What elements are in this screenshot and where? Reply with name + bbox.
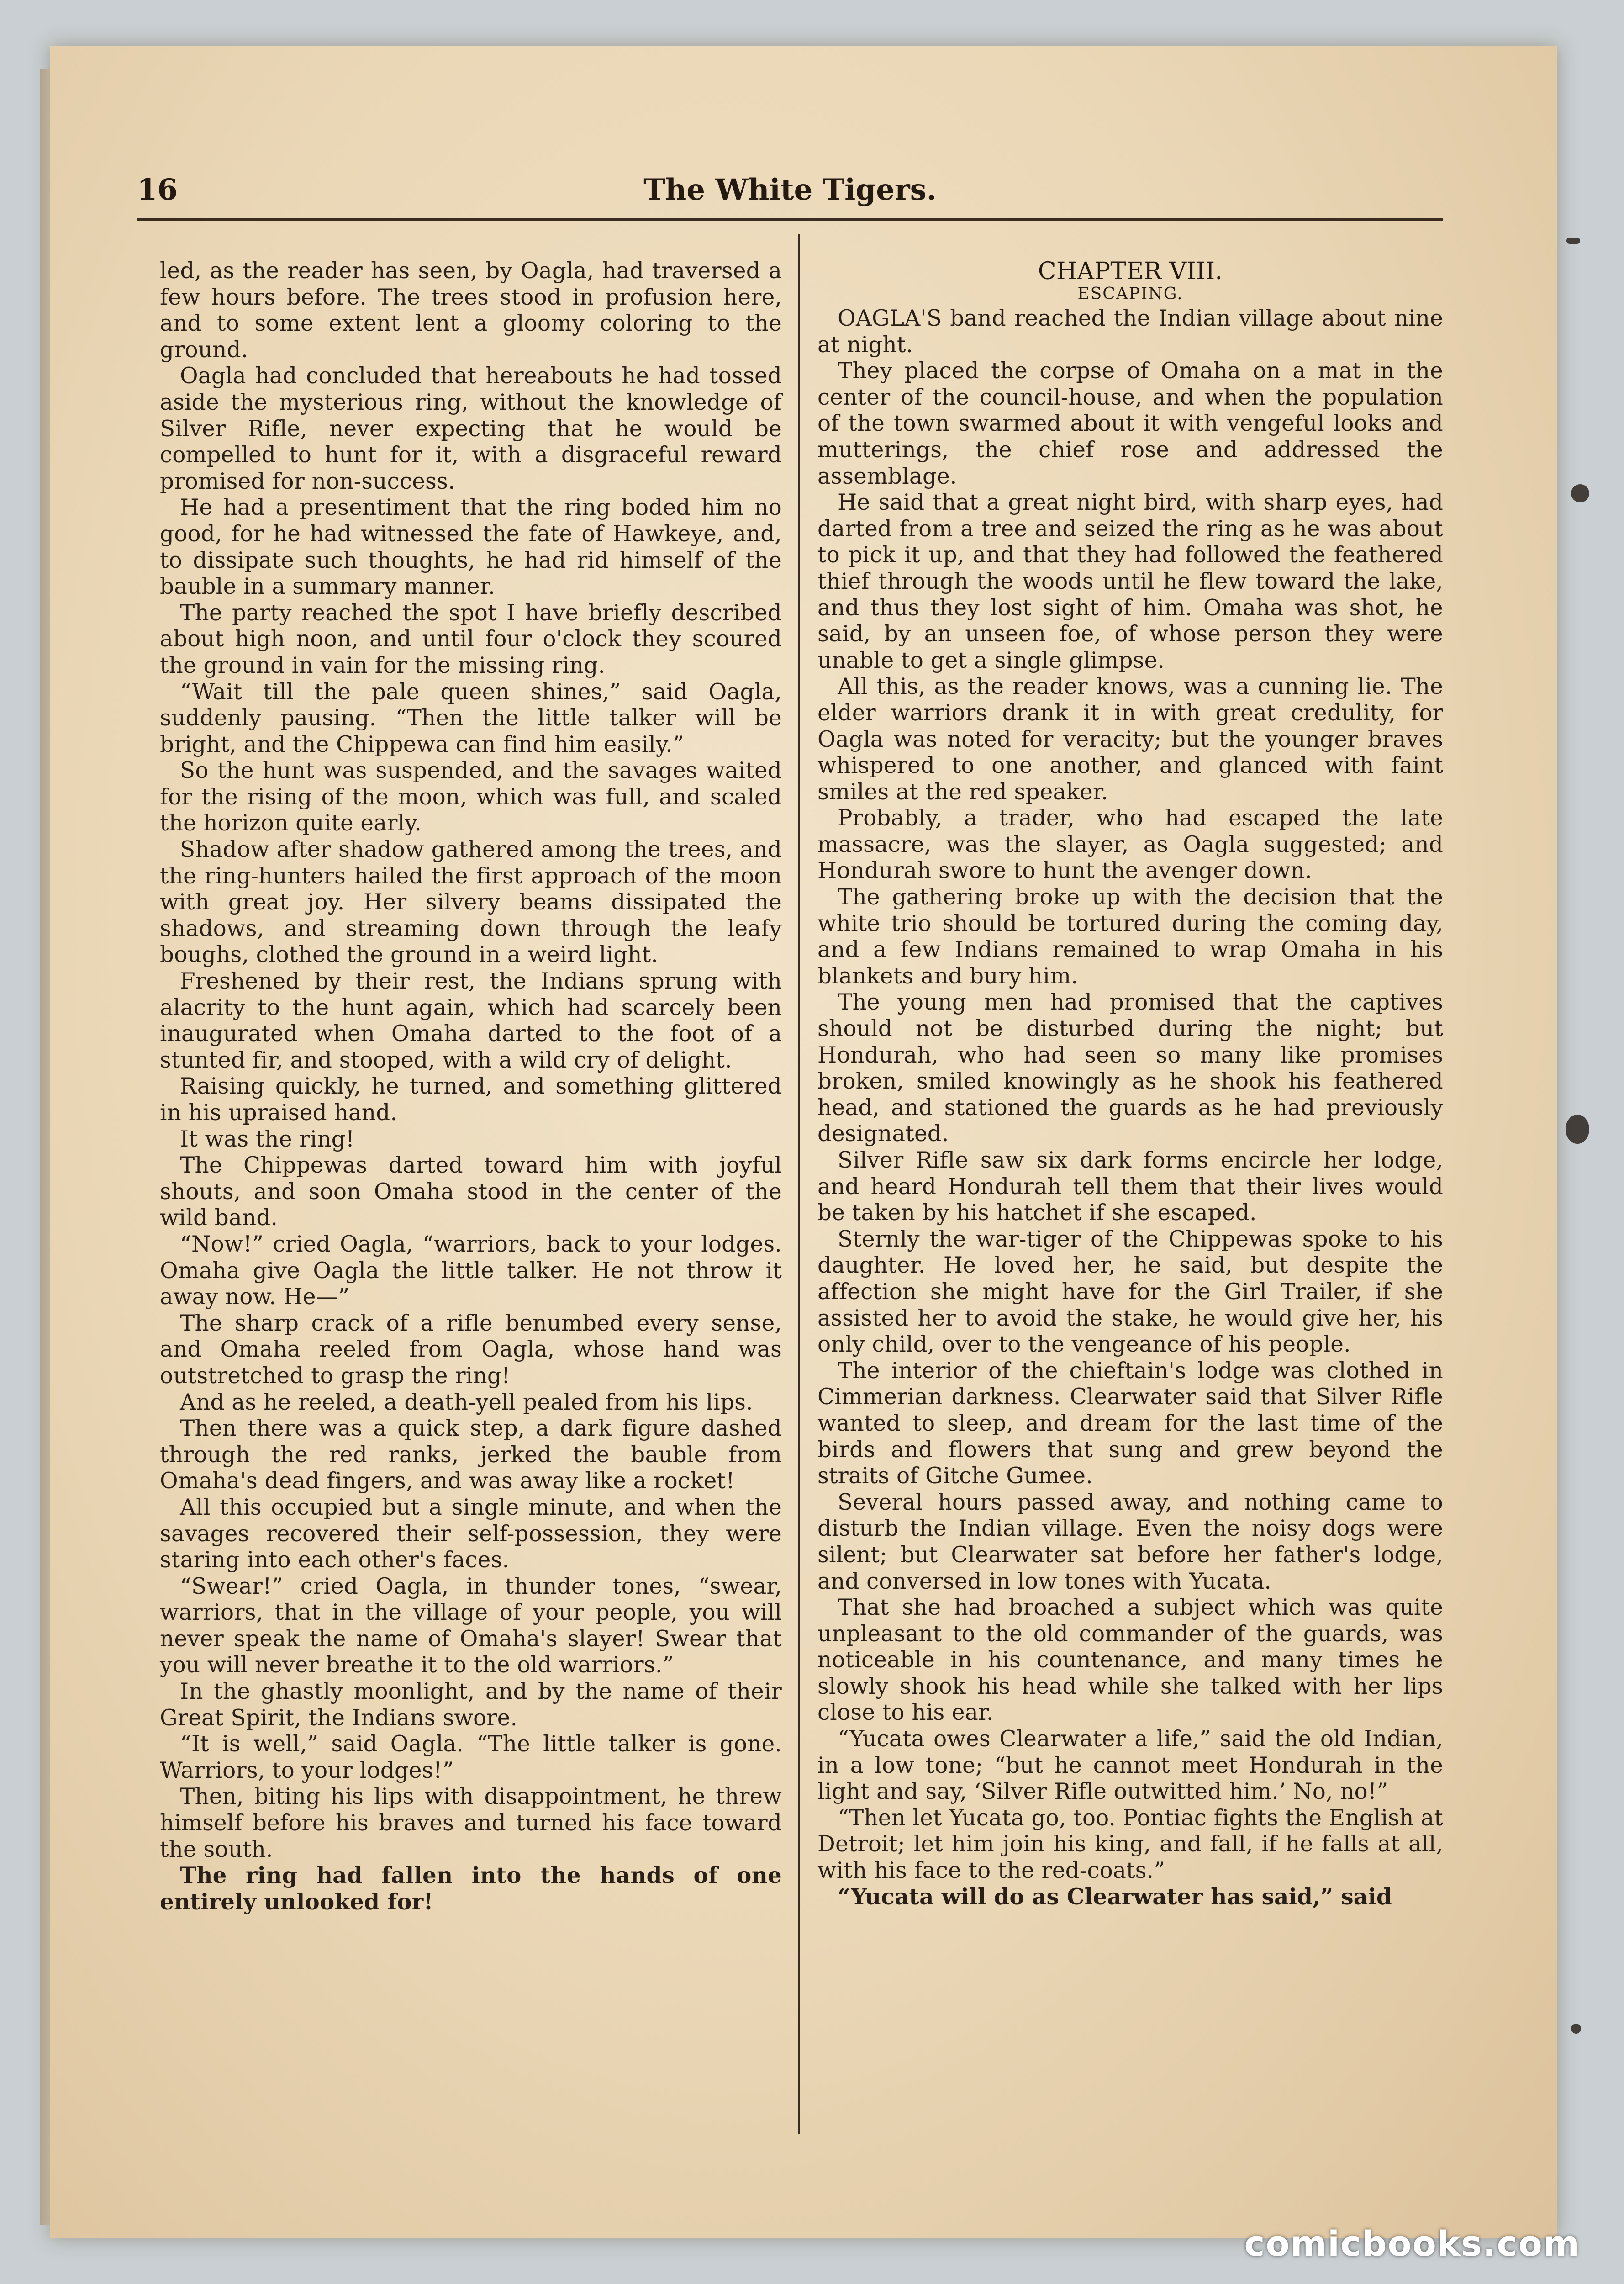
paragraph: The interior of the chieftain's lodge was clothed in Cimmerian darkness. Clearwater said that Silver Rifle wanted to sleep, and dream for the last time of the birds and flowers that sung and grew beyond the straits of Gitche Gumee.: [817, 1358, 1443, 1489]
paragraph: They placed the corpse of Omaha on a mat in the center of the council-house, and when the population of the town swarmed about it with vengeful looks and mutterings, the chief rose and addressed the assemblage.: [817, 358, 1443, 489]
paper-damage-mark: [1566, 1115, 1589, 1144]
paragraph: “It is well,” said Oagla. “The little talker is gone. Warriors, to your lodges!”: [160, 1731, 782, 1783]
paragraph: Then there was a quick step, a dark figure dashed through the red ranks, jerked the bauble from Omaha's dead fingers, and was away like a rocket!: [160, 1416, 782, 1494]
paragraph: Probably, a trader, who had escaped the late massacre, was the slayer, as Oagla suggested; and Hondurah swore to hunt the avenger down.: [817, 805, 1443, 884]
paragraph: He had a presentiment that the ring boded him no good, for he had witnessed the fate of Hawkeye, and, to dissipate such thoughts, he had rid himself of the bauble in a summary manner.: [160, 495, 782, 600]
paragraph: “Wait till the pale queen shines,” said Oagla, suddenly pausing. “Then the little talker will be bright, and the Chippewa can find him easily.”: [160, 679, 782, 757]
paragraph: Several hours passed away, and nothing came to disturb the Indian village. Even the noisy dogs were silent; but Clearwater sat before her father's lodge, and conversed in low tones with Yucata.: [817, 1489, 1443, 1594]
paragraph: “Then let Yucata go, too. Pontiac fights the English at Detroit; let him join his king, and fall, if he falls at all, with his face to the red-coats.”: [817, 1805, 1443, 1884]
paragraph: The sharp crack of a rifle benumbed every sense, and Omaha reeled from Oagla, whose hand was outstretched to grasp the ring!: [160, 1310, 782, 1389]
paragraph: “Now!” cried Oagla, “warriors, back to your lodges. Omaha give Oagla the little talker. He not throw it away now. He—”: [160, 1231, 782, 1310]
paragraph: Silver Rifle saw six dark forms encircle her lodge, and heard Hondurah tell them that their lives would be taken by his hatchet if she escaped.: [817, 1147, 1443, 1226]
paragraph: led, as the reader has seen, by Oagla, had traversed a few hours before. The trees stood in profusion here, and to some extent lent a gloomy coloring to the ground.: [160, 258, 782, 363]
left-text-column: [160, 258, 782, 1915]
running-title: The White Tigers.: [643, 173, 937, 207]
paragraph: So the hunt was suspended, and the savages waited for the rising of the moon, which was full, and scaled the horizon quite early.: [160, 758, 782, 836]
paragraph: It was the ring!: [180, 1126, 355, 1152]
column-rule: [798, 234, 800, 2134]
paragraph: That she had broached a subject which was quite unpleasant to the old commander of the guards, was noticeable in his countenance, and many times he slowly shook his head while she talked with her lips close to his ear.: [817, 1595, 1443, 1726]
paragraph: The Chippewas darted toward him with joyful shouts, and soon Omaha stood in the center of the wild band.: [160, 1153, 782, 1231]
chapter-heading: CHAPTER VIII.: [1038, 258, 1223, 285]
header-rule: [137, 218, 1443, 221]
paragraph: Raising quickly, he turned, and something glittered in his upraised hand.: [160, 1073, 782, 1126]
paragraph: Oagla had concluded that hereabouts he had tossed aside the mysterious ring, without the knowledge of Silver Rifle, never expecting that he would be compelled to hunt for it, with a disgraceful reward promised for non-success.: [160, 363, 782, 494]
paragraph: “Yucata will do as Clearwater has said,” said: [838, 1884, 1392, 1910]
paragraph: “Swear!” cried Oagla, in thunder tones, “swear, warriors, that in the village of your people, you will never speak the name of Omaha's slayer! Swear that you will never breathe it to the old warriors.”: [160, 1573, 782, 1678]
chapter-subheading: ESCAPING.: [1077, 285, 1183, 303]
paragraph: Then, biting his lips with disappointment, he threw himself before his braves and turned his face toward the south.: [160, 1784, 782, 1862]
paper-damage-mark: [1571, 2024, 1581, 2034]
paragraph: And as he reeled, a death-yell pealed from his lips.: [180, 1389, 753, 1415]
paper-damage-mark: [1566, 238, 1580, 244]
paragraph: In the ghastly moonlight, and by the name of their Great Spirit, the Indians swore.: [160, 1679, 782, 1731]
paragraph: The party reached the spot I have briefly described about high noon, and until four o'clock they scoured the ground in vain for the missing ring.: [160, 600, 782, 678]
paragraph: OAGLA'S band reached the Indian village about nine at night.: [817, 306, 1443, 358]
paragraph: He said that a great night bird, with sharp eyes, had darted from a tree and seized the ring as he was about to pick it up, and that they had followed the feathered thief through the woods until he flew toward the lake, and thus they lost sight of him. Omaha was shot, he said, by an unseen foe, of whose person they were unable to get a single glimpse.: [817, 490, 1443, 673]
page-number: 16: [137, 173, 178, 207]
paragraph: The young men had promised that the captives should not be disturbed during the night; but Hondurah, who had seen so many like promises broken, smiled knowingly as he shook his feathered head, and stationed the guards as he had previously designated.: [817, 989, 1443, 1147]
paragraph: The gathering broke up with the decision that the white trio should be tortured during the coming day, and a few Indians remained to wrap Omaha in his blankets and bury him.: [817, 884, 1443, 989]
paragraph: “Yucata owes Clearwater a life,” said the old Indian, in a low tone; “but he cannot meet Hondurah in the light and say, ‘Silver Rifle outwitted him.’ No, no!”: [817, 1726, 1443, 1805]
right-text-column: [817, 258, 1443, 1910]
watermark: comicbooks.com: [1244, 2223, 1580, 2264]
paragraph: Shadow after shadow gathered among the trees, and the ring-hunters hailed the first approach of the moon with great joy. Her silvery beams dissipated the shadows, and streaming down through the leafy boughs, clothed the ground in a weird light.: [160, 837, 782, 968]
paper-damage-mark: [1571, 484, 1589, 502]
paragraph: The ring had fallen into the hands of one entirely unlooked for!: [160, 1863, 782, 1915]
page-header: [137, 173, 1443, 214]
paragraph: Freshened by their rest, the Indians sprung with alacrity to the hunt again, which had scarcely been inaugurated when Omaha darted to the foot of a stunted fir, and stooped, with a wild cry of delight.: [160, 968, 782, 1073]
paragraph: All this occupied but a single minute, and when the savages recovered their self-possession, they were staring into each other's faces.: [160, 1494, 782, 1573]
paragraph: All this, as the reader knows, was a cunning lie. The elder warriors drank it in with great credulity, for Oagla was noted for veracity; but the younger braves whispered to one another, and glanced with faint smiles at the red speaker.: [817, 674, 1443, 805]
paragraph: Sternly the war-tiger of the Chippewas spoke to his daughter. He loved her, he said, but despite the affection she might have for the Girl Trailer, if she assisted her to avoid the stake, he would give her, his only child, over to the vengeance of his people.: [817, 1226, 1443, 1358]
